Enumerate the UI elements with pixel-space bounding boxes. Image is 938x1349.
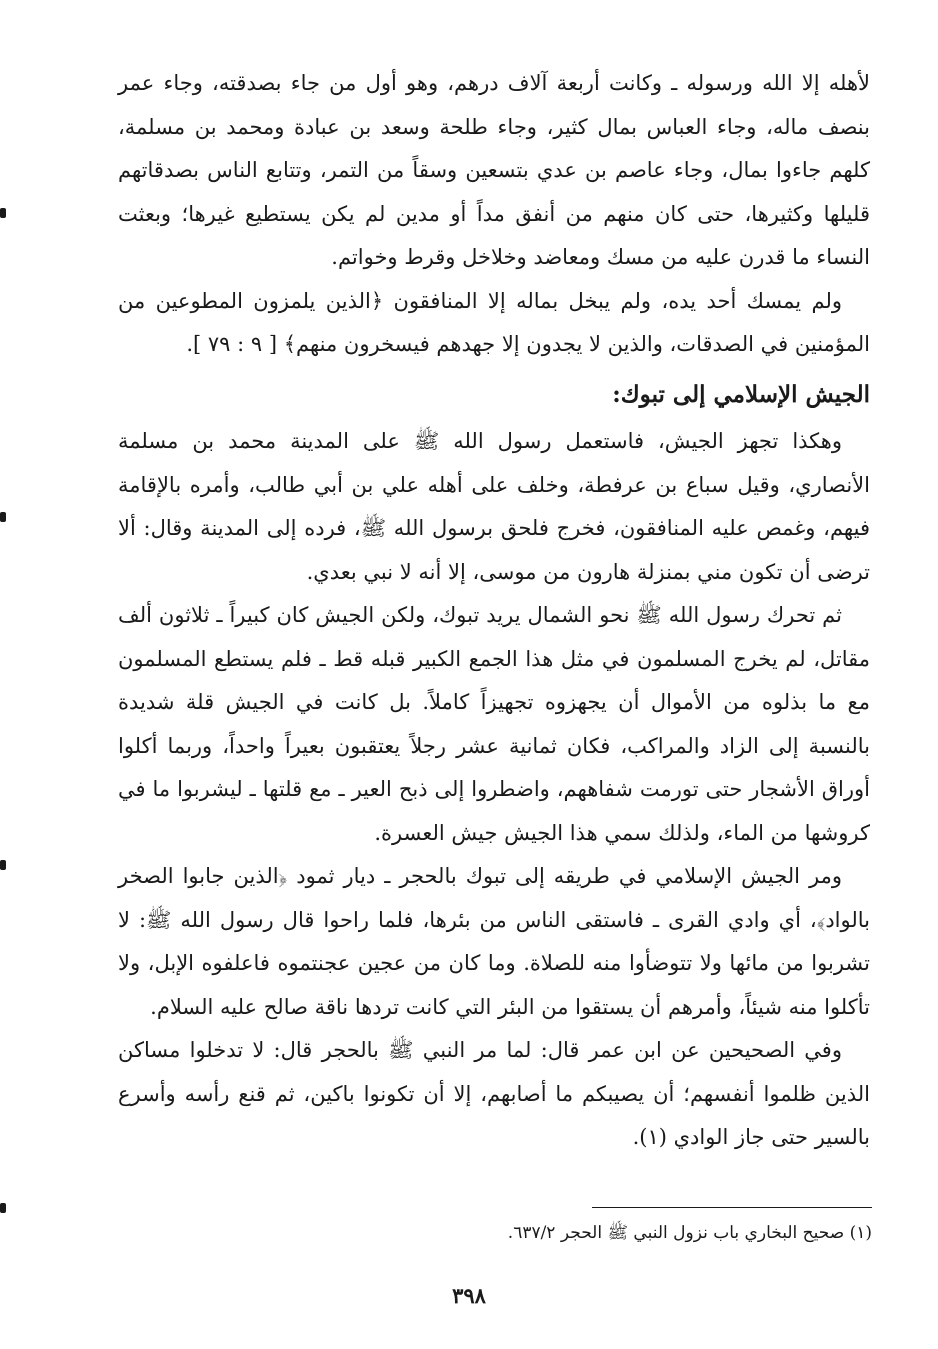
footnote: (١) صحيح البخاري باب نزول النبي ﷺ الحجر ٦٣٧/٢. (507, 1223, 872, 1243)
paragraph-2: ولم يمسك أحد يده، ولم يبخل بماله إلا المنافقون ﴿الذين يلمزون المطوعين من المؤمنين في الصدقات، والذين لا يجدون إلا جهدهم فيسخرون منهم﴾ [ ٩ : ٧٩ ]. (118, 288, 870, 356)
page-number: ٣٩٨ (452, 1283, 486, 1308)
scan-edge-mark (0, 860, 6, 870)
page-body (118, 62, 870, 1160)
paragraph-5: ومر الجيش الإسلامي في طريقه إلى تبوك بالحجر ـ ديار ثمود ﴿الذين جابوا الصخر بالواد﴾، أي وادي القرى ـ فاستقى الناس من بئرها، فلما راحوا قال رسول الله ﷺ: لا تشربوا من مائها ولا تتوضأوا منه للصلاة. وما كان من عجين عجنتموه فاعلفوه الإبل، ولا تأكلوا منه شيئاً، وأمرهم أن يستقوا من البئر التي كانت تردها ناقة صالح عليه السلام. (118, 864, 870, 1019)
scan-edge-mark (0, 1203, 6, 1213)
footnote-divider (592, 1207, 872, 1208)
paragraph-4: ثم تحرك رسول الله ﷺ نحو الشمال يريد تبوك، ولكن الجيش كان كبيراً ـ ثلاثون ألف مقاتل، لم يخرج المسلمون في مثل هذا الجمع الكبير قبله قط ـ فلم يستطع المسلمون مع ما بذلوه من الأموال أن يجهزوه تجهيزاً كاملاً. بل كانت في الجيش قلة شديدة بالنسبة إلى الزاد والمراكب، فكان ثمانية عشر رجلاً يعتقبون بعيراً واحداً، وربما أكلوا أوراق الأشجار حتى تورمت شفاههم، واضطروا إلى ذبح العير ـ مع قلتها ـ ليشربوا ما في كروشها من الماء، ولذلك سمي هذا الجيش جيش العسرة. (118, 603, 871, 845)
paragraph-1: لأهله إلا الله ورسوله ـ وكانت أربعة آلاف درهم، وهو أول من جاء بصدقته، وجاء عمر بنصف ماله، وجاء العباس بمال كثير، وجاء طلحة وسعد بن عبادة ومحمد بن مسلمة، كلهم جاءوا بمال، وجاء عاصم بن عدي بتسعين وسقاً من التمر، وتتابع الناس بصدقاتهم قليلها وكثيرها، حتى كان منهم من أنفق مداً أو مدين لم يكن يستطيع غيرها؛ وبعثت النساء ما قدرن عليه من مسك ومعاضد وخلاخل وقرط وخواتم. (118, 71, 870, 269)
paragraph-6: وفي الصحيحين عن ابن عمر قال: لما مر النبي ﷺ بالحجر قال: لا تدخلوا مساكن الذين ظلموا أنفسهم؛ أن يصيبكم ما أصابهم، إلا أن تكونوا باكين، ثم قنع رأسه وأسرع بالسير حتى جاز الوادي (١). (118, 1038, 870, 1149)
scan-edge-mark (0, 208, 6, 218)
paragraph-3: وهكذا تجهز الجيش، فاستعمل رسول الله ﷺ على المدينة محمد بن مسلمة الأنصاري، وقيل سباع بن عرفطة، وخلف على أهله علي بن أبي طالب، وأمره بالإقامة فيهم، وغمص عليه المنافقون، فخرج فلحق برسول الله ﷺ، فرده إلى المدينة وقال: ألا ترضى أن تكون مني بمنزلة هارون من موسى، إلا أنه لا نبي بعدي. (118, 429, 870, 584)
section-heading: الجيش الإسلامي إلى تبوك: (612, 380, 870, 408)
scan-edge-mark (0, 512, 6, 522)
